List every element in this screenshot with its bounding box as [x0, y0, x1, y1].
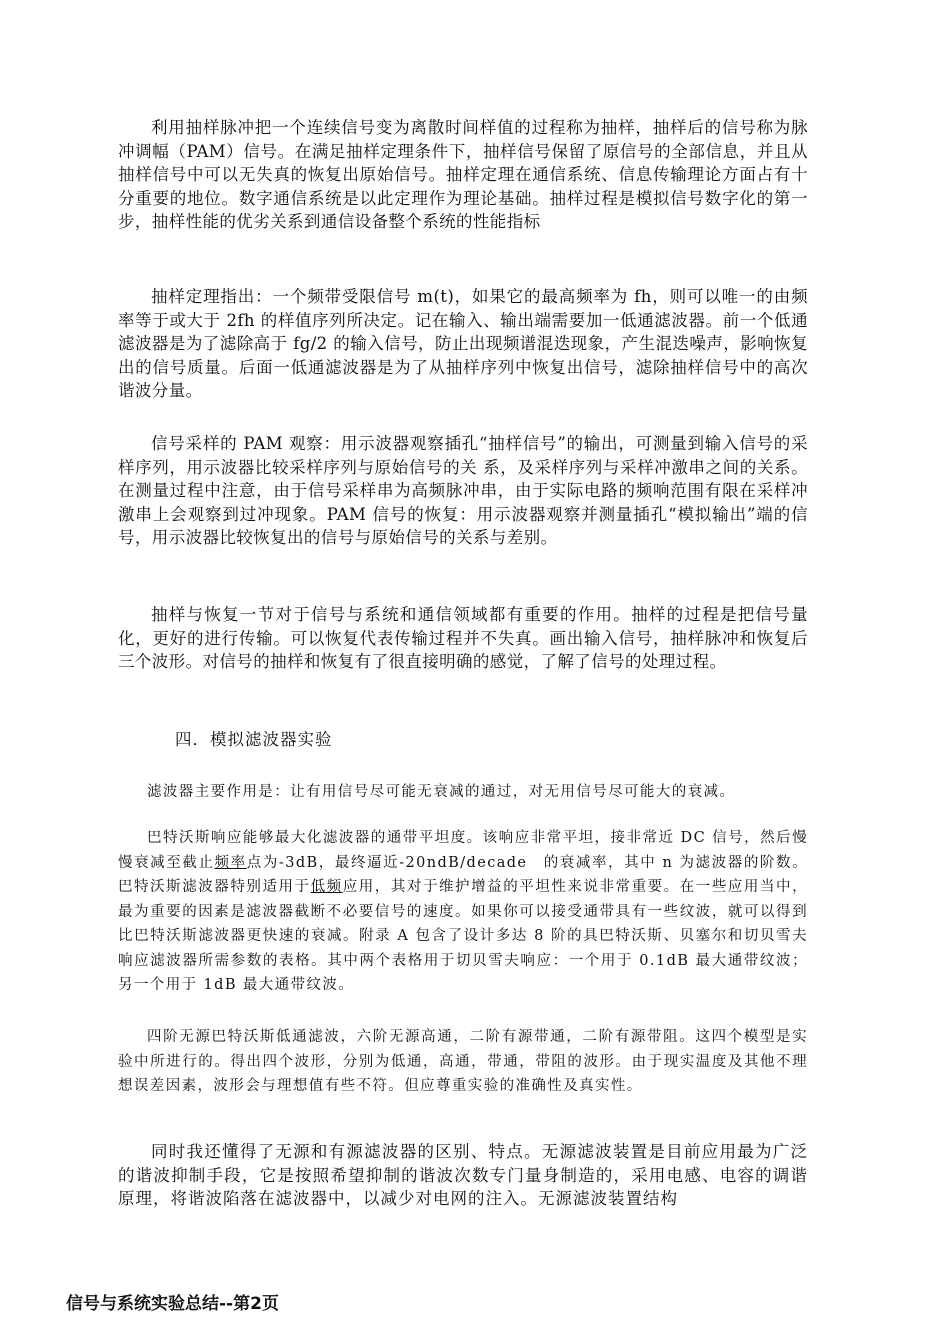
paragraph-passive-filter: 同时我还懂得了无源和有源滤波器的区别、特点。无源滤波装置是目前应用最为广泛的谐波抑制手段，它是按照希望抑制的谐波次数专门量身制造的，采用电感、电容的调谐原理，将谐波陷落在滤波器中，以减少对电网的注入。无源滤波装置结构: [118, 1142, 808, 1208]
underlined-term-frequency: 频率: [214, 854, 247, 871]
underlined-term-low-frequency: 低频: [310, 879, 343, 895]
paragraph-sampling-theorem: 抽样定理指出：一个频带受限信号 m(t)，如果它的最高频率为 fh，则可以唯一的由频率等于或大于 2fh 的样值序列所决定。记在输入、输出端需要加一低通滤波器。前一个低通滤波器是为了滤除高于 fg/2 的输入信号，防止出现频谱混迭现象，产生混迭噪声，影响恢复出的信号质量。后面一低通滤波器是为了从抽样序列中恢复出信号，滤除抽样信号中的高次谐波分量。: [118, 287, 808, 400]
page-footer: 信号与系统实验总结--第2页: [66, 1294, 279, 1314]
butterworth-text-1: 巴特沃斯响应能够最大化滤波器的通带平坦度。该响应非常平坦，接非常近 DC 信号，然后慢慢衰减至截止: [118, 830, 808, 871]
paragraph-sampling-summary: 抽样与恢复一节对于信号与系统和通信领域都有重要的作用。抽样的过程是把信号量化，更好的进行传输。可以恢复代表传输过程并不失真。画出输入信号，抽样脉冲和恢复后三个波形。对信号的抽样和恢复有了很直接明确的感觉，了解了信号的处理过程。: [118, 605, 808, 671]
paragraph-filter-intro: 滤波器主要作用是：让有用信号尽可能无衰减的通过，对无用信号尽可能大的衰减。: [147, 784, 736, 800]
butterworth-text-3: 应用，其对于维护增益的平坦性来说非常重要。在一些应用当中，最为重要的因素是滤波器截断不必要信号的速度。如果你可以接受通带具有一些纹波，就可以得到比巴特沃斯滤波器更快速的衰减。附录 A 包含了设计多达 8 阶的具巴特沃斯、贝塞尔和切贝雪夫响应滤波器所需参数的表格。其中两个表格用于切贝雪夫响应：一个用于 0.1dB 最大通带纹波；另一个用于 1dB 最大通带纹波。: [118, 879, 808, 993]
paragraph-butterworth: [118, 826, 808, 998]
butterworth-text-2: 点为-3dB，最终逼近-20ndB/decade 的衰减率，其中 n 为滤波器的阶数。巴特沃斯滤波器特别适用于: [118, 854, 808, 895]
paragraph-filter-models: 四阶无源巴特沃斯低通滤波，六阶无源高通，二阶有源带通，二阶有源带阻。这四个模型是实验中所进行的。得出四个波形，分别为低通，高通，带通，带阻的波形。由于现实温度及其他不理想误差因素，波形会与理想值有些不符。但应尊重实验的准确性及真实性。: [118, 1029, 808, 1094]
paragraph-sampling-intro: 利用抽样脉冲把一个连续信号变为离散时间样值的过程称为抽样，抽样后的信号称为脉冲调幅（PAM）信号。在满足抽样定理条件下，抽样信号保留了原信号的全部信息，并且从抽样信号中可以无失真的恢复出原始信号。抽样定理在通信系统、信息传输理论方面占有十分重要的地位。数字通信系统是以此定理作为理论基础。抽样过程是模拟信号数字化的第一步，抽样性能的优劣关系到通信设备整个系统的性能指标: [118, 118, 808, 231]
paragraph-pam-observation: 信号采样的 PAM 观察：用示波器观察插孔“抽样信号”的输出，可测量到输入信号的采样序列，用示波器比较采样序列与原始信号的关 系，及采样序列与采样冲激串之间的关系。在测量过程中注意，由于信号采样串为高频脉冲串，由于实际电路的频响范围有限在采样冲激串上会观察到过冲现象。PAM 信号的恢复：用示波器观察并测量插孔“模拟输出”端的信号，用示波器比较恢复出的信号与原始信号的关系与差别。: [118, 434, 808, 547]
section-heading: 四．模拟滤波器实验: [175, 730, 333, 749]
